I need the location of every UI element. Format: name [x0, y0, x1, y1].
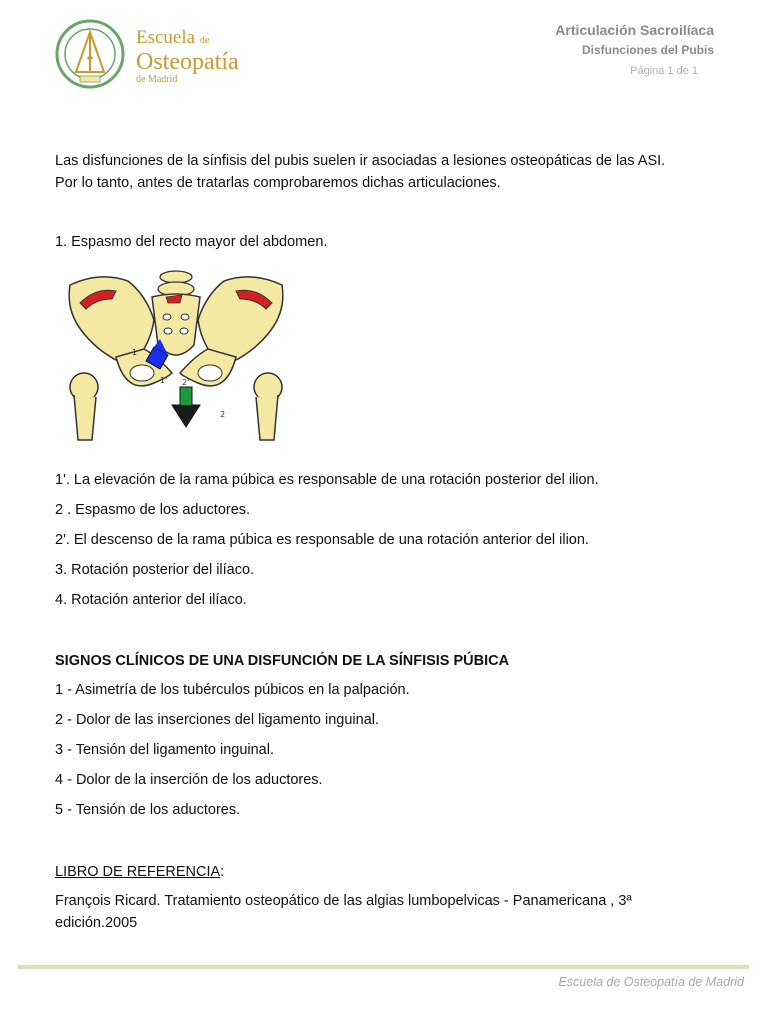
label-2: 2: [220, 410, 226, 419]
reference-text: François Ricard. Tratamiento osteopático de las algias lumbopelvicas - Panamericana , 3ª edición.2005: [55, 893, 632, 931]
sign-4: 4 - Dolor de la inserción de los aductores.: [55, 772, 323, 788]
item-3: 3. Rotación posterior del ilíaco.: [55, 562, 255, 578]
pelvis-illustration: [56, 265, 296, 445]
label-1-prime: 1': [160, 376, 168, 385]
document-title: Articulación Sacroilíaca: [555, 22, 714, 38]
item-1: 1. Espasmo del recto mayor del abdomen.: [55, 234, 328, 250]
item-1-prime: 1'. La elevación de la rama púbica es responsable de una rotación posterior del ilion.: [55, 472, 599, 488]
sign-2: 2 - Dolor de las inserciones del ligamento inguinal.: [55, 712, 380, 728]
intro-paragraph-1: Las disfunciones de la sínfisis del pubis suelen ir asociadas a lesiones osteopáticas de las ASI.: [55, 153, 666, 169]
reference-heading-line: [55, 861, 224, 883]
pelvis-diagram-icon: [56, 265, 296, 445]
item-2: 2 . Espasmo de los aductores.: [55, 502, 251, 518]
sign-5: 5 - Tensión de los aductores.: [55, 802, 241, 818]
sign-3: 3 - Tensión del ligamento inguinal.: [55, 742, 274, 758]
clinical-signs-heading: SIGNOS CLÍNICOS DE UNA DISFUNCIÓN DE LA SÍNFISIS PÚBICA: [55, 653, 510, 669]
footer-divider: [18, 965, 749, 969]
sign-1: 1 - Asimetría de los tubérculos púbicos en la palpación.: [55, 682, 410, 698]
document-subtitle: Disfunciones del Pubis: [581, 43, 714, 57]
reference-heading-colon: :: [220, 864, 225, 880]
label-2-prime: 2': [182, 378, 190, 387]
logo-line-3: de Madrid: [136, 74, 178, 85]
logo-line-1: Escuela: [136, 27, 196, 48]
logo-seal-icon: [54, 18, 130, 90]
reference-heading: LIBRO DE REFERENCIA: [55, 864, 221, 880]
item-2-prime: 2'. El descenso de la rama púbica es responsable de una rotación anterior del ilion.: [55, 532, 589, 548]
page-number: Página 1 de 1: [630, 65, 698, 77]
logo-line-2: Osteopatía: [136, 49, 239, 75]
label-1: 1: [132, 348, 138, 357]
footer-text: Escuela de Osteopatía de Madrid: [558, 975, 744, 989]
logo-wordmark: [136, 28, 239, 86]
item-4: 4. Rotación anterior del ilíaco.: [55, 592, 247, 608]
school-logo: [54, 18, 254, 90]
intro-paragraph-2: Por lo tanto, antes de tratarlas comprobaremos dichas articulaciones.: [55, 175, 501, 191]
logo-line-1-small: de: [199, 35, 210, 46]
